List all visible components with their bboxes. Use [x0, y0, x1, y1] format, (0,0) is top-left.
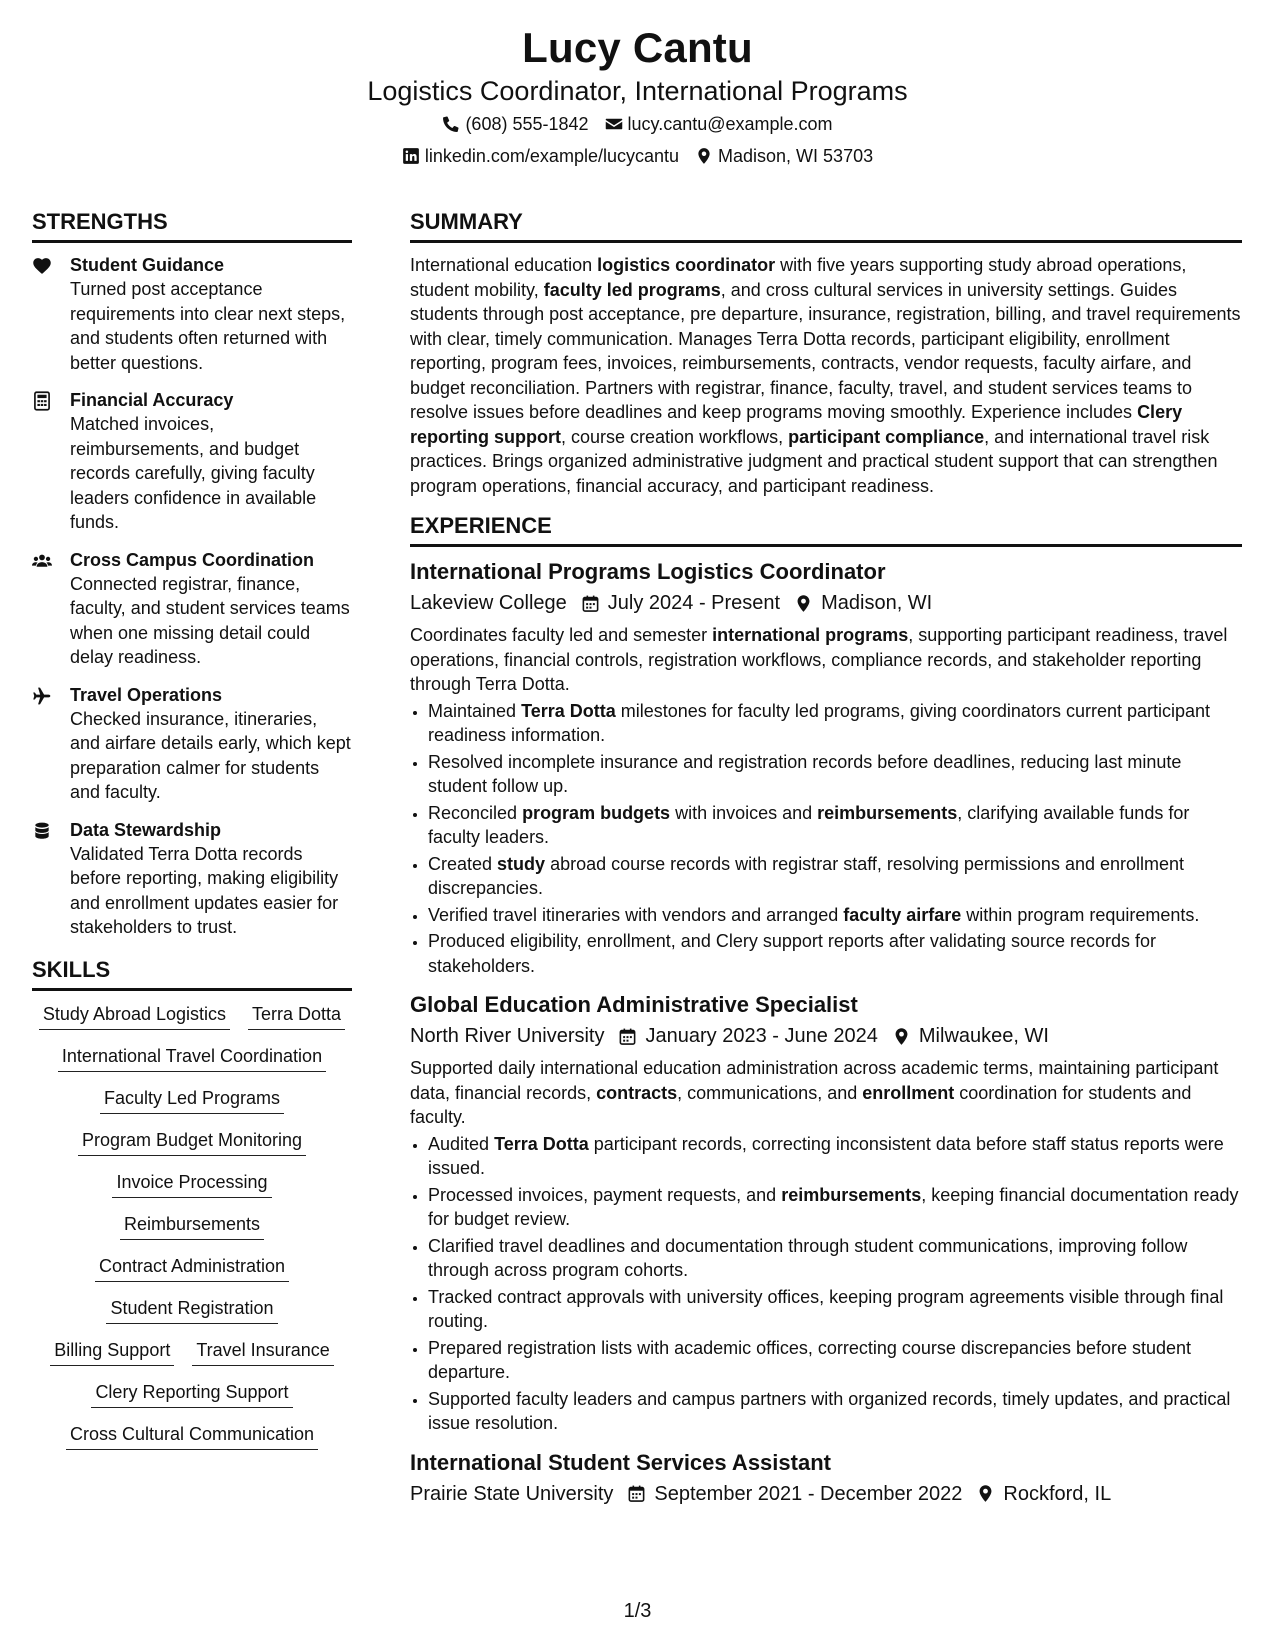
- job-meta: [410, 1478, 1242, 1510]
- text-segment: Produced eligibility, enrollment, and Clery support reports after validating source records for stakeholders.: [428, 931, 1157, 976]
- strengths-list: [32, 253, 352, 940]
- skill-row: [32, 1169, 352, 1198]
- location-contact: [695, 140, 873, 172]
- skill-tag: Clery Reporting Support: [91, 1379, 292, 1408]
- text-segment: , and international travel risk practices. Brings organized administrative judgment and practical student support that can strengthen program operations, financial accuracy, and participant readiness.: [410, 426, 1218, 496]
- job-bullet: [428, 801, 1242, 850]
- emphasis-text: faculty led programs: [543, 279, 721, 300]
- emphasis-text: enrollment: [862, 1082, 955, 1103]
- text-segment: Processed invoices, payment requests, and: [428, 1184, 782, 1205]
- job-bullet: [428, 852, 1242, 901]
- emphasis-text: Terra Dotta: [494, 1133, 589, 1154]
- skill-row: [32, 1211, 352, 1240]
- strength-body: [70, 253, 352, 375]
- text-segment: Prepared registration lists with academic offices, correcting course discrepancies before student departure.: [428, 1337, 1192, 1382]
- strength-description: Connected registrar, finance, faculty, and student services teams when one missing detail could delay readiness.: [70, 573, 350, 667]
- job-bullets: [410, 699, 1242, 979]
- plane-icon: [32, 693, 52, 710]
- text-segment: Coordinates faculty led and semester: [410, 625, 713, 645]
- strength-icon-wrap: [32, 818, 70, 940]
- text-segment: , clarifying available funds for faculty leaders.: [428, 802, 1190, 847]
- job-bullet: [428, 1336, 1242, 1385]
- strength-body: [70, 388, 352, 535]
- job-organization: North River University: [410, 1025, 605, 1047]
- job-entry: [410, 990, 1242, 1436]
- emphasis-text: reimbursements: [781, 1184, 922, 1205]
- strength-item: [32, 253, 352, 375]
- job-bullets: [410, 1132, 1242, 1436]
- skill-row: [32, 1379, 352, 1408]
- emphasis-text: faculty airfare: [843, 904, 962, 925]
- strength-body: [70, 818, 352, 940]
- heart-icon: [32, 263, 52, 280]
- skill-tag: Travel Insurance: [192, 1337, 333, 1366]
- job-bullet: [428, 750, 1242, 799]
- strength-item: [32, 683, 352, 805]
- calendar-icon: [618, 1027, 637, 1046]
- text-segment: coordination for students and faculty.: [410, 1082, 1192, 1127]
- email-contact[interactable]: [605, 108, 833, 140]
- strength-description: Validated Terra Dotta records before reporting, making eligibility and enrollment updates easier for stakeholders to trust.: [70, 843, 339, 937]
- job-bullet: [428, 1183, 1242, 1232]
- experience-list: [410, 557, 1242, 1510]
- skill-row: [32, 1421, 352, 1450]
- job-dates: January 2023 - June 2024: [645, 1025, 878, 1047]
- strength-item: [32, 818, 352, 940]
- emphasis-text: study: [497, 853, 546, 874]
- strength-description: Matched invoices, reimbursements, and budget records carefully, giving faculty leaders confidence in available funds.: [70, 414, 317, 532]
- skill-tag: Study Abroad Logistics: [39, 1001, 230, 1030]
- text-segment: Reconciled: [428, 802, 523, 823]
- calendar-icon: [581, 594, 600, 613]
- job-description: [410, 1056, 1242, 1130]
- strength-item: [32, 388, 352, 535]
- job-role: International Student Services Assistant: [410, 1449, 831, 1475]
- skill-row: [32, 1001, 352, 1030]
- summary-text: [410, 253, 1242, 498]
- text-segment: Audited: [428, 1133, 495, 1154]
- resume-header: [0, 22, 1275, 172]
- strength-icon-wrap: [32, 388, 70, 535]
- text-segment: with five years supporting study abroad operations, student mobility,: [410, 255, 1187, 300]
- text-segment: milestones for faculty led programs, giving coordinators current participant readiness information.: [428, 700, 1211, 745]
- skill-row: [32, 1127, 352, 1156]
- job-role: International Programs Logistics Coordinator: [410, 559, 886, 584]
- job-organization: Lakeview College: [410, 592, 567, 614]
- strength-body: [70, 683, 352, 805]
- job-meta: [410, 1020, 1242, 1052]
- skill-row: [32, 1295, 352, 1324]
- job-location: Madison, WI: [821, 592, 933, 614]
- emphasis-text: Clery reporting support: [410, 402, 1183, 447]
- text-segment: Created: [428, 853, 498, 874]
- page-number: 1/3: [623, 1600, 652, 1622]
- skill-row: [32, 1253, 352, 1282]
- strength-description: Turned post acceptance requirements into clear next steps, and students often returned with better questions.: [70, 279, 346, 373]
- job-organization: Prairie State University: [410, 1482, 614, 1505]
- job-location: Rockford, IL: [1003, 1482, 1112, 1505]
- map-pin-icon: [976, 1484, 995, 1503]
- linkedin-contact[interactable]: [402, 140, 679, 172]
- skills-list: [32, 1001, 352, 1450]
- text-segment: Resolved incomplete insurance and registration records before deadlines, reducing last minute student follow up.: [428, 751, 1182, 796]
- contact-row-1: [0, 108, 1275, 140]
- calendar-icon: [627, 1484, 646, 1503]
- job-bullet: [428, 1285, 1242, 1334]
- skill-tag: Invoice Processing: [112, 1169, 271, 1198]
- database-icon: [32, 828, 52, 845]
- text-segment: abroad course records with registrar staff, resolving permissions and enrollment discrepancies.: [428, 853, 1185, 898]
- candidate-name: Lucy Cantu: [522, 24, 753, 71]
- skill-row: [32, 1337, 352, 1366]
- right-column: [410, 208, 1242, 1522]
- emphasis-text: program budgets: [522, 802, 671, 823]
- summary-heading: SUMMARY: [410, 208, 1242, 243]
- text-segment: , supporting participant readiness, travel operations, financial controls, registration workflows, compliance records, and stakeholder reporting through Terra Dotta.: [410, 625, 1228, 694]
- text-segment: Clarified travel deadlines and documentation through student communications, improving follow through across program cohorts.: [428, 1235, 1188, 1280]
- job-location: Milwaukee, WI: [918, 1025, 1049, 1047]
- job-bullet: [428, 929, 1242, 978]
- job-dates: September 2021 - December 2022: [654, 1482, 963, 1505]
- job-entry: [410, 557, 1242, 978]
- text-segment: Maintained: [428, 700, 522, 721]
- text-segment: Verified travel itineraries with vendors and arranged: [428, 904, 844, 925]
- emphasis-text: participant compliance: [788, 426, 985, 447]
- skill-row: [32, 1043, 352, 1072]
- skill-tag: Student Registration: [106, 1295, 277, 1324]
- text-segment: Supported faculty leaders and campus partners with organized records, timely updates, and practical issue resolution.: [428, 1388, 1231, 1433]
- job-bullet: [428, 903, 1242, 928]
- map-pin-icon: [892, 1027, 911, 1046]
- skill-row: [32, 1085, 352, 1114]
- strength-title: Financial Accuracy: [70, 390, 234, 410]
- experience-heading: EXPERIENCE: [410, 512, 1242, 547]
- skill-tag: Reimbursements: [120, 1211, 264, 1240]
- location-text: Madison, WI 53703: [718, 146, 874, 166]
- emphasis-text: contracts: [596, 1082, 678, 1103]
- job-entry: [410, 1448, 1242, 1510]
- strength-item: [32, 548, 352, 670]
- skill-tag: Faculty Led Programs: [100, 1085, 284, 1114]
- text-segment: International education: [410, 255, 598, 275]
- emphasis-text: international programs: [712, 625, 909, 645]
- emphasis-text: Terra Dotta: [521, 700, 616, 721]
- strength-title: Cross Campus Coordination: [70, 549, 315, 570]
- job-role: Global Education Administrative Specialist: [410, 992, 858, 1017]
- strength-icon-wrap: [32, 683, 70, 805]
- text-segment: Supported daily international education administration across academic terms, maintaining participant data, financial records,: [410, 1058, 1219, 1103]
- skill-tag: Cross Cultural Communication: [66, 1421, 318, 1450]
- job-meta: [410, 587, 1242, 619]
- text-segment: , course creation workflows,: [561, 426, 789, 447]
- candidate-title: Logistics Coordinator, International Programs: [367, 76, 908, 106]
- skill-tag: International Travel Coordination: [58, 1043, 326, 1072]
- strengths-heading: STRENGTHS: [32, 208, 352, 243]
- calculator-icon: [32, 398, 52, 415]
- job-bullet: [428, 1132, 1242, 1181]
- map-pin-icon: [794, 594, 813, 613]
- phone-contact[interactable]: [442, 108, 588, 140]
- envelope-icon: [605, 115, 623, 133]
- phone-icon: [442, 115, 460, 133]
- text-segment: participant records, correcting inconsistent data before staff status reports were issued.: [428, 1133, 1224, 1178]
- job-dates: July 2024 - Present: [607, 592, 781, 614]
- strength-title: Student Guidance: [70, 255, 225, 275]
- users-icon: [32, 558, 52, 575]
- strength-icon-wrap: [32, 548, 70, 670]
- text-segment: within program requirements.: [961, 904, 1200, 925]
- text-segment: , communications, and: [677, 1082, 863, 1103]
- text-segment: , and cross cultural services in university settings. Guides students through post acceptance, pre departure, insurance, registration, billing, and travel requirements with clear, timely communication. Manages Terra Dotta records, participant eligibility, enrollment reporting, program fees, invoices, reimbursements, contracts, vendor requests, faculty airfare, and budget reconciliation. Partners with registrar, finance, faculty, travel, and student services teams to resolve issues before deadlines and keep programs moving smoothly. Experience includes: [410, 279, 1241, 422]
- left-column: [32, 208, 352, 1463]
- text-segment: with invoices and: [670, 802, 818, 823]
- map-pin-icon: [695, 147, 713, 165]
- job-bullet: [428, 699, 1242, 748]
- contact-row-2: [0, 140, 1275, 172]
- skill-tag: Terra Dotta: [248, 1001, 345, 1030]
- email-text: lucy.cantu@example.com: [627, 114, 833, 134]
- linkedin-icon: [402, 147, 420, 165]
- job-bullet: [428, 1387, 1242, 1436]
- emphasis-text: logistics coordinator: [597, 255, 776, 275]
- linkedin-text: linkedin.com/example/lucycantu: [424, 146, 680, 166]
- strength-title: Travel Operations: [70, 684, 223, 705]
- job-bullet: [428, 1234, 1242, 1283]
- skill-tag: Billing Support: [50, 1337, 174, 1366]
- strength-title: Data Stewardship: [70, 819, 222, 840]
- job-description: [410, 623, 1242, 697]
- strength-body: [70, 548, 352, 670]
- phone-text: (608) 555-1842: [465, 114, 589, 134]
- emphasis-text: reimbursements: [817, 802, 958, 823]
- skills-heading: SKILLS: [32, 956, 352, 991]
- text-segment: , keeping financial documentation ready for budget review.: [428, 1184, 1239, 1229]
- text-segment: Tracked contract approvals with university offices, keeping program agreements visible through final routing.: [428, 1286, 1224, 1331]
- strength-description: Checked insurance, itineraries, and airfare details early, which kept preparation calmer for students and faculty.: [70, 708, 351, 802]
- skill-tag: Program Budget Monitoring: [78, 1127, 306, 1156]
- strength-icon-wrap: [32, 253, 70, 375]
- skill-tag: Contract Administration: [95, 1253, 289, 1282]
